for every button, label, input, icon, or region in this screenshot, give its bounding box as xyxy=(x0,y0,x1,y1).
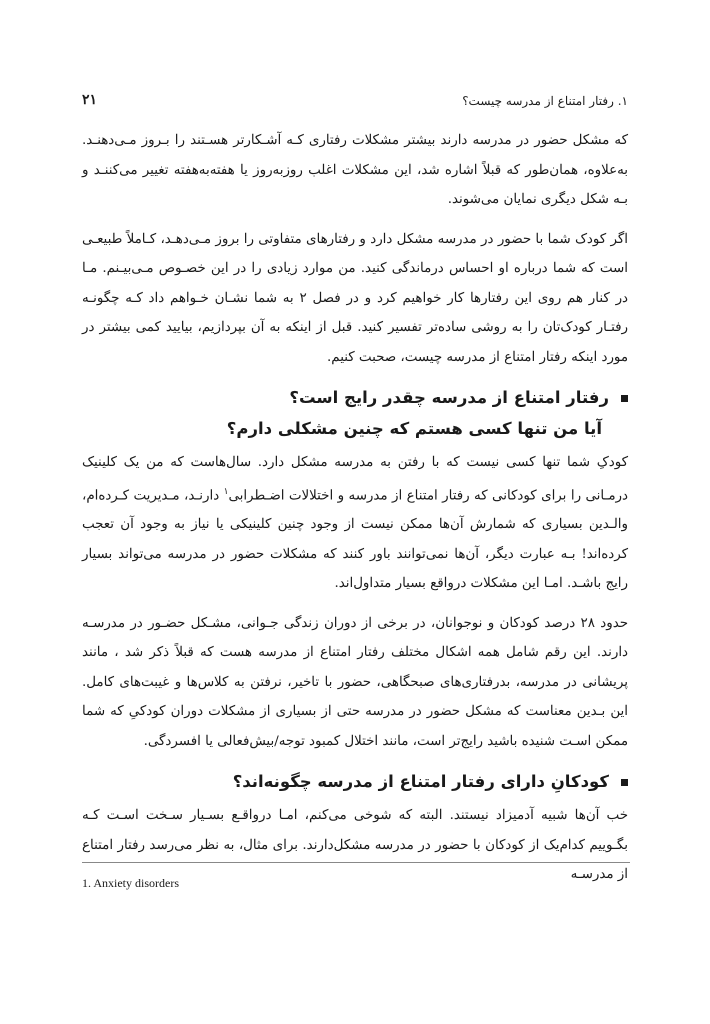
footnote-divider xyxy=(82,862,630,863)
paragraph-4: حدود ۲۸ درصد کودکان و نوجوانان، در برخی از دوران زندگی جـوانی، مشـکل حضـور در مدرسـه دارند. این رقم شامل همه اشکال مختلف رفتار امتناع از مدرسه هست که قبلاً ذکر شد ، مانند پریشانی در مدرسه، بدرفتاری‌های صبحگاهی، حضور با تاخیر، نرفتن به کلاس‌ها و غیبت‌های کامل. این بـدین معناست که مشکل حضور در مدرسه حتی از بسیاری از مشکلات دوران کودکیِ که شما ممکن اسـت شنیده باشید رایج‌تر است، مانند اختلال کمبود توجه/بیش‌فعالی یا افسردگی. xyxy=(82,615,628,749)
footnote-marker[interactable]: ۱ xyxy=(223,486,229,497)
square-bullet-icon xyxy=(621,395,628,402)
section-heading-2 xyxy=(82,766,628,797)
paragraph-2: اگر کودک شما با حضور در مدرسه مشکل دارد و رفتارهای متفاوتی را بروز مـی‌دهـد، کـاملاً طبیعـی است که شما درباره او احساس درماندگی کنید. من موارد زیادی را در این خصـوص مـی‌بیـنم. مـا در کنار هم روی این رفتارها کار خواهیم کرد و در فصل ۲ به شما نشـان خـواهم داد کـه چگونـه رفتـار کودک‌تان را به روشی ساده‌تر تفسیر کنید. قبل از اینکه به آن بپردازیم، بیایید کمی بیشتر در مورد اینکه رفتار امتناع از مدرسه چیست، صحبت کنیم. xyxy=(82,231,628,365)
section-heading-1 xyxy=(82,382,628,444)
paragraph-3-part-a: کودکِ شما تنها کسی نیست که با رفتن به مدرسه مشکل دارد. سال‌هاست که من یک کلینیک درمـانی را برای کودکانی که رفتار امتناع از مدرسه و اختلالات اضـطرابی xyxy=(82,455,628,503)
footnote: 1. Anxiety disorders xyxy=(82,876,179,890)
chapter-title: ۱. رفتار امتناع از مدرسه چیست؟ xyxy=(462,94,628,108)
heading-2-text: کودکانِ دارای رفتار امتناع از مدرسه چگونه‌اند؟ xyxy=(232,772,609,792)
body-text xyxy=(82,126,628,900)
paragraph-3 xyxy=(82,448,628,599)
running-header xyxy=(82,94,628,108)
paragraph-3-part-b: دارنـد، مـدیریت کـرده‌ام، والـدین بسیاری که شمارش آن‌ها ممکن نیست از وجود چنین کلینیکی یا نیاز به وجود آن تعجب کرده‌اند! بـه عبارت دیگر، آن‌ها نمی‌توانند باور کنند که مشکلات حضور در مدرسه می‌تواند بسیار رایج باشـد. امـا این مشکلات درواقع بسیار متداول‌اند. xyxy=(82,487,628,592)
page-number: ۲۱ xyxy=(82,92,98,108)
heading-1-line-2: آیا من تنها کسی هستم که چنین مشکلی دارم؟ xyxy=(226,419,602,438)
paragraph-5: خب آن‌ها شبیه آدمیزاد نیستند. البته که شوخی می‌کنم، امـا درواقـع بسـیار سـخت اسـت کـه بگـوییم کدام‌یک از کودکان با حضور در مدرسه مشکل‌دارند. برای مثال، به نظر می‌رسد رفتار امتناع از مدرسـه xyxy=(82,808,628,883)
heading-1-line-1: رفتار امتناع از مدرسه چقدر رایج است؟ xyxy=(289,388,609,407)
paragraph-1: که مشکل حضور در مدرسه دارند بیشتر مشکلات رفتاری کـه آشـکارتر هسـتند را بـروز مـی‌دهنـد. به‌علاوه، همان‌طور که قبلاً اشاره شد، این مشکلات اغلب روزبه‌روز یا هفته‌به‌هفته تغییر می‌کننـد و بـه شکل دیگری نمایان می‌شوند. xyxy=(82,133,628,207)
square-bullet-icon xyxy=(621,779,628,786)
